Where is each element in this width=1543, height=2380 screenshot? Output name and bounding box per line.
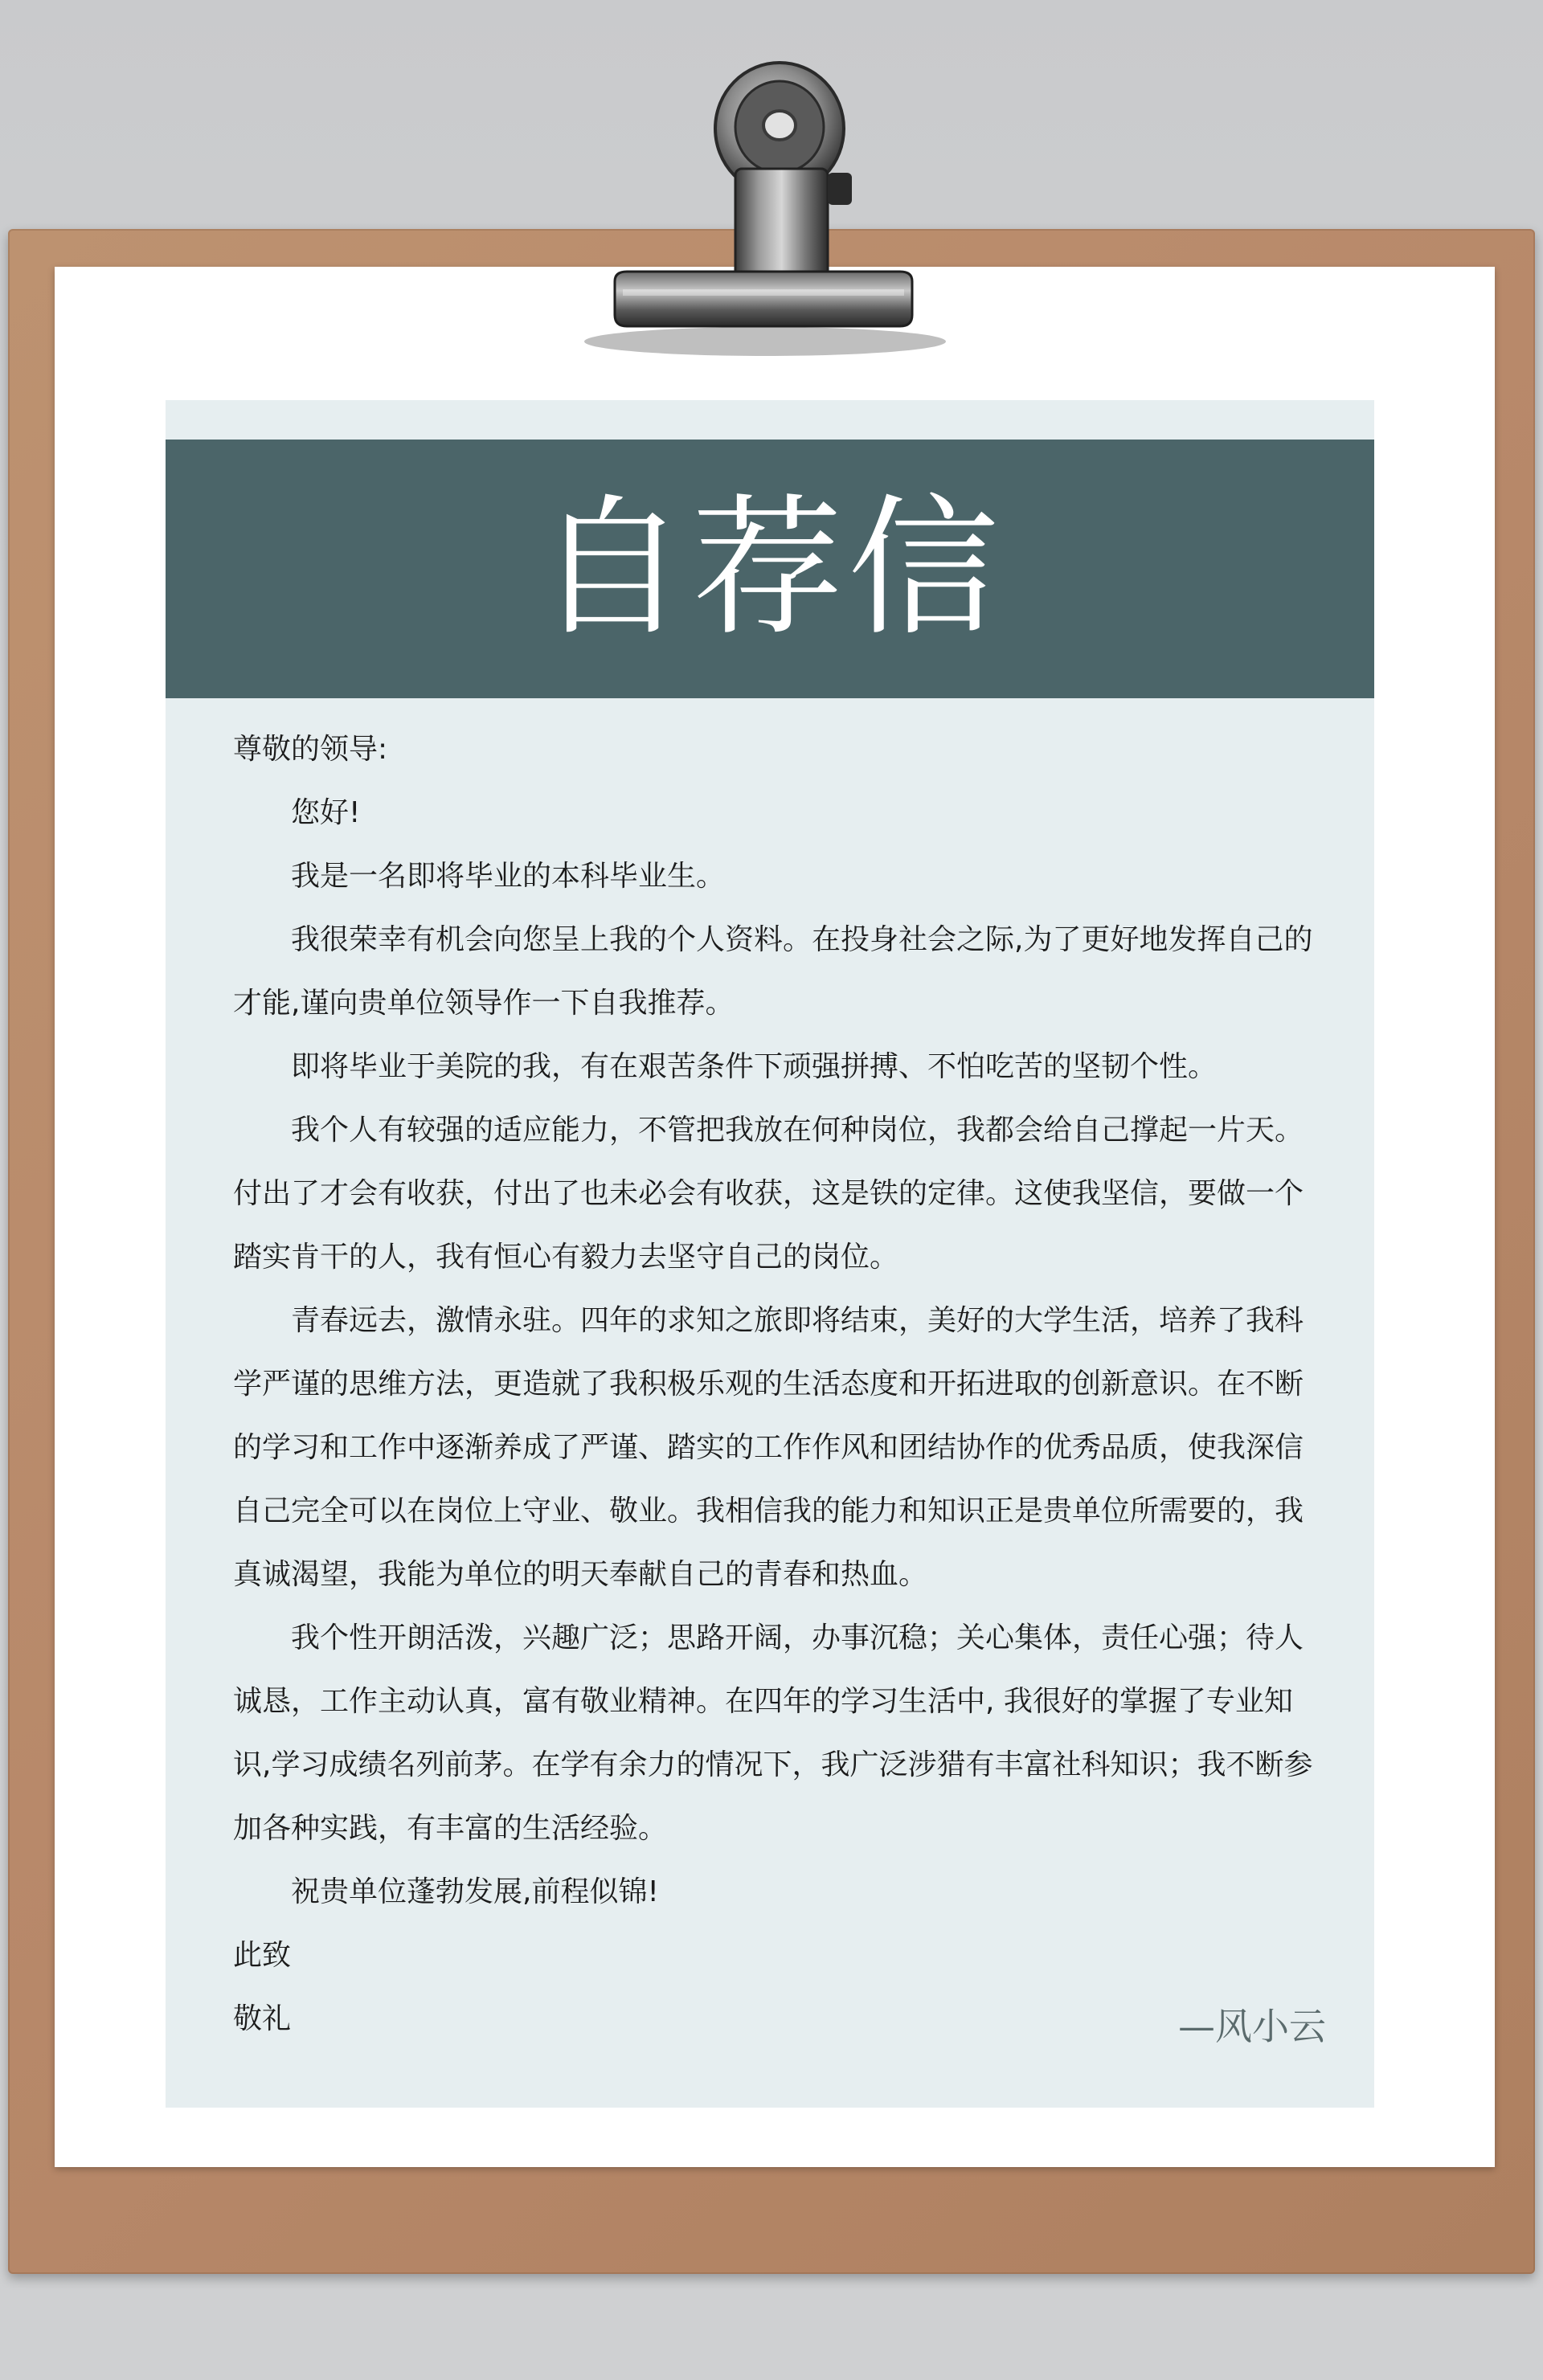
letter-body: [233, 718, 1318, 2051]
paragraph-youth: 青春远去，激情永驻。四年的求知之旅即将结束，美好的大学生活，培养了我科学严谨的思维方法，更造就了我积极乐观的生活态度和开拓进取的创新意识。在不断的学习和工作中逐渐养成了严谨、踏实的工作作风和团结协作的优秀品质，使我深信自己完全可以在岗位上守业、敬业。我相信我的能力和知识正是贵单位所需要的，我真诚渴望，我能为单位的明天奉献自己的青春和热血。: [233, 1304, 1304, 1591]
letter-title: 自荐信: [536, 480, 1004, 656]
salutation: 尊敬的领导:: [233, 733, 388, 766]
signature: —风小云: [1178, 2005, 1326, 2048]
paragraph-greeting: 您好!: [291, 796, 361, 829]
binder-clip-icon: [579, 48, 948, 362]
paragraph-personality: 我个性开朗活泼，兴趣广泛；思路开阔，办事沉稳；关心集体，责任心强；待人诚恳，工作主动认真，富有敬业精神。在四年的学习生活中, 我很好的掌握了专业知识,学习成绩名列前茅。在学有余力的情况下，我广泛涉猎有丰富社科知识；我不断参加各种实践，有丰富的生活经验。: [233, 1621, 1313, 1845]
paragraph-graduation: 即将毕业于美院的我，有在艰苦条件下顽强拼搏、不怕吃苦的坚韧个性。: [291, 1050, 1218, 1083]
paragraph-intro: 我是一名即将毕业的本科毕业生。: [291, 860, 726, 893]
paragraph-adaptability: 我个人有较强的适应能力，不管把我放在何种岗位，我都会给自己撑起一片天。付出了才会有收获，付出了也未必会有收获，这是铁的定律。这使我坚信，要做一个踏实肯干的人，我有恒心有毅力去坚守自己的岗位。: [233, 1114, 1304, 1274]
paragraph-honor: 我很荣幸有机会向您呈上我的个人资料。在投身社会之际,为了更好地发挥自己的才能,谨向贵单位领导作一下自我推荐。: [233, 923, 1313, 1020]
paragraph-wishes: 祝贵单位蓬勃发展,前程似锦!: [291, 1875, 659, 1908]
closing-line-2: 敬礼: [233, 2002, 292, 2035]
closing-line-1: 此致: [233, 1939, 292, 1972]
